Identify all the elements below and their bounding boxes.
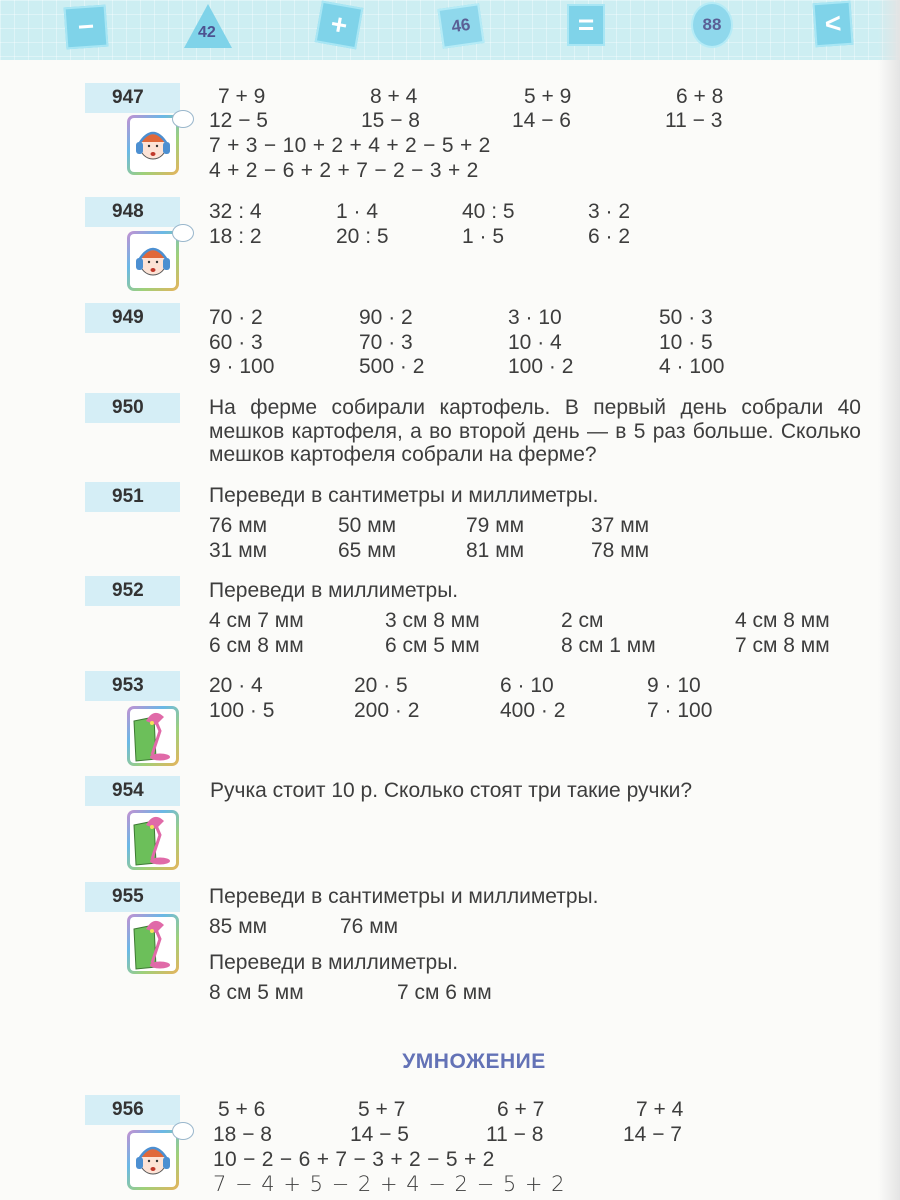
measurement: 31 мм (209, 539, 268, 562)
diamond-shape-icon: 46 (437, 3, 484, 48)
measurement: 37 мм (591, 514, 650, 537)
task-number: 947 (85, 83, 180, 113)
expression-chain: 7 + 3 − 10 + 2 + 4 + 2 − 5 + 2 (209, 134, 491, 157)
measurement: 6 см 8 мм (209, 634, 304, 657)
expression-chain: 4 + 2 − 6 + 2 + 7 − 2 − 3 + 2 (209, 159, 479, 182)
expression: 6 · 10 (500, 674, 554, 697)
task-number: 948 (85, 197, 180, 227)
task-number: 952 (85, 576, 180, 606)
expression: 20 · 5 (354, 674, 408, 697)
expression: 9 · 100 (209, 355, 275, 378)
expression: 200 · 2 (354, 699, 420, 722)
task-number: 950 (85, 393, 180, 423)
expression: 5 + 7 (358, 1098, 406, 1121)
task-number: 956 (85, 1095, 180, 1125)
expression: 8 + 4 (370, 85, 418, 108)
measurement: 76 мм (209, 514, 268, 537)
measurement: 78 мм (591, 539, 650, 562)
expression: 3 · 2 (588, 200, 631, 223)
instruction: Переведи в миллиметры. (209, 579, 459, 602)
expression: 20 : 5 (336, 225, 389, 248)
measurement: 7 см 8 мм (735, 634, 830, 657)
circle-shape-icon: 88 (691, 2, 733, 48)
headphones-boy-icon (127, 1130, 179, 1190)
measurement: 8 см 1 мм (561, 634, 656, 657)
expression: 400 · 2 (500, 699, 566, 722)
expression: 500 · 2 (359, 355, 425, 378)
instruction: Переведи в сантиметры и миллиметры. (209, 885, 599, 908)
lamp-book-icon (127, 810, 179, 870)
measurement: 50 мм (338, 514, 397, 537)
expression: 50 · 3 (659, 306, 713, 329)
expression: 14 − 7 (623, 1123, 682, 1146)
speech-bubble-icon (172, 224, 194, 242)
equals-card-icon: = (567, 4, 605, 46)
plus-card-icon: + (315, 1, 364, 50)
lamp-book-icon (127, 706, 179, 766)
section-title: УМНОЖЕНИЕ (402, 1050, 546, 1073)
measurement: 3 см 8 мм (385, 609, 480, 632)
expression: 5 + 9 (524, 85, 572, 108)
instruction: Переведи в сантиметры и миллиметры. (209, 484, 599, 507)
expression: 6 + 8 (676, 85, 724, 108)
expression: 10 · 4 (508, 331, 562, 354)
task-number: 955 (85, 882, 180, 912)
measurement: 4 см 8 мм (735, 609, 830, 632)
triangle-number: 42 (198, 24, 216, 41)
expression: 14 − 5 (350, 1123, 409, 1146)
measurement: 8 см 5 мм (209, 981, 304, 1004)
expression: 100 · 2 (508, 355, 574, 378)
expression: 20 · 4 (209, 674, 263, 697)
expression: 14 − 6 (512, 109, 571, 132)
measurement: 65 мм (338, 539, 397, 562)
measurement: 79 мм (466, 514, 525, 537)
expression: 7 + 4 (636, 1098, 684, 1121)
headphones-boy-icon (127, 115, 179, 175)
page-fold-shadow (878, 0, 900, 1200)
expression: 60 · 3 (209, 331, 263, 354)
speech-bubble-icon (172, 110, 194, 128)
expression: 1 · 5 (462, 225, 505, 248)
expression: 4 · 100 (659, 355, 725, 378)
task-number: 949 (85, 303, 180, 333)
expression: 11 − 3 (665, 109, 723, 132)
measurement: 4 см 7 мм (209, 609, 304, 632)
word-problem: Ручка стоит 10 р. Сколько стоят три такие ручки? (210, 779, 693, 802)
expression: 70 · 3 (359, 331, 413, 354)
task-number: 951 (85, 482, 180, 512)
expression-chain: 10 − 2 − 6 + 7 − 3 + 2 − 5 + 2 (213, 1148, 495, 1171)
word-problem: На ферме собирали картофель. В первый день собрали 40 мешков картофеля, а во второй день — в 5 раз больше. Сколько мешков картофеля собрали на ферме? (209, 396, 861, 466)
expression: 100 · 5 (209, 699, 275, 722)
expression: 7 · 100 (647, 699, 713, 722)
measurement: 2 см (561, 609, 604, 632)
expression: 5 + 6 (218, 1098, 266, 1121)
expression: 70 · 2 (209, 306, 263, 329)
less-than-card-icon: < (813, 1, 854, 48)
expression: 10 · 5 (659, 331, 713, 354)
handwritten-expression-chain: 7 − 4 + 5 − 2 + 4 − 2 − 5 + 2 (213, 1172, 566, 1196)
expression: 7 + 9 (218, 85, 266, 108)
measurement: 6 см 5 мм (385, 634, 480, 657)
instruction: Переведи в миллиметры. (209, 951, 459, 974)
expression: 15 − 8 (361, 109, 420, 132)
expression: 12 − 5 (209, 109, 268, 132)
expression: 6 · 2 (588, 225, 631, 248)
expression: 18 : 2 (209, 225, 262, 248)
expression: 40 : 5 (462, 200, 515, 223)
expression: 3 · 10 (508, 306, 562, 329)
expression: 11 − 8 (486, 1123, 544, 1146)
measurement: 7 см 6 мм (397, 981, 492, 1004)
lamp-book-icon (127, 914, 179, 974)
speech-bubble-icon (172, 1122, 194, 1140)
headphones-boy-icon (127, 231, 179, 291)
expression: 90 · 2 (359, 306, 413, 329)
task-number: 953 (85, 671, 180, 701)
minus-card-icon: − (64, 5, 109, 50)
measurement: 76 мм (340, 915, 399, 938)
triangle-shape-icon (184, 4, 232, 48)
expression: 18 − 8 (213, 1123, 272, 1146)
expression: 9 · 10 (647, 674, 701, 697)
measurement: 85 мм (209, 915, 268, 938)
measurement: 81 мм (466, 539, 525, 562)
expression: 6 + 7 (497, 1098, 545, 1121)
expression: 1 · 4 (336, 200, 379, 223)
expression: 32 : 4 (209, 200, 262, 223)
task-number: 954 (85, 776, 180, 806)
